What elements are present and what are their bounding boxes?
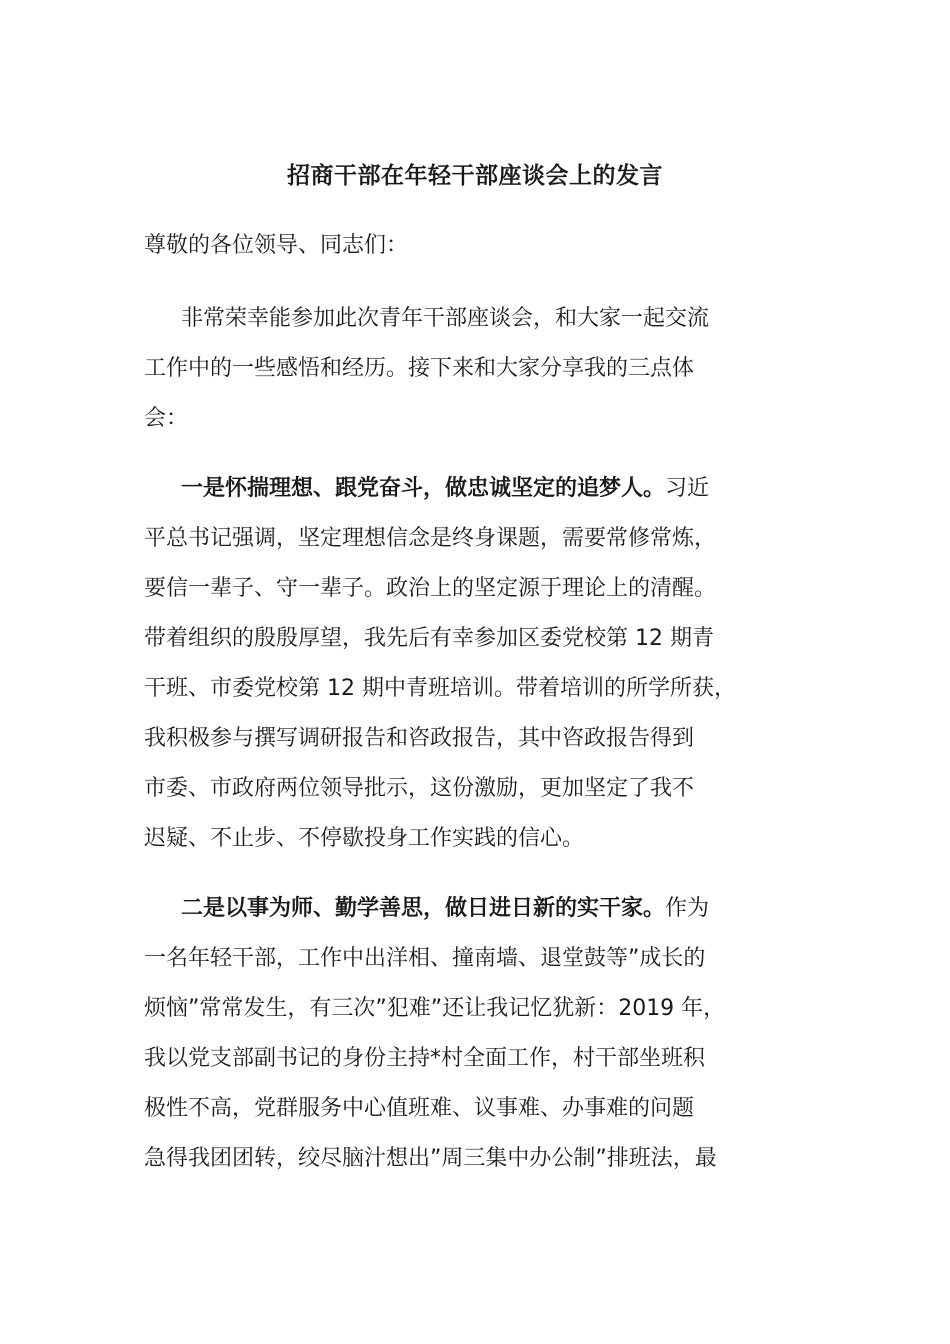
paragraph-line: 会： — [144, 406, 189, 431]
salutation: 尊敬的各位领导、同志们： — [144, 233, 409, 258]
paragraph-line: 一名年轻干部，工作中出洋相、撞南墙、退堂鼓等”成长的 — [144, 946, 706, 971]
paragraph-line: 急得我团团转，绞尽脑汁想出”周三集中办公制”排班法，最 — [144, 1146, 717, 1171]
paragraph-intro — [144, 294, 814, 444]
paragraph-line: 非常荣幸能参加此次青年干部座谈会，和大家一起交流 — [181, 306, 710, 331]
paragraph-line: 工作中的一些感悟和经历。接下来和大家分享我的三点体 — [144, 356, 695, 381]
paragraph-line: 烦恼”常常发生，有三次”犯难”还让我记忆犹新：2019 年， — [144, 996, 726, 1021]
paragraph-text: 习近 — [665, 476, 710, 501]
paragraph-line: 极性不高，党群服务中心值班难、议事难、办事难的问题 — [144, 1096, 695, 1121]
paragraph-point-one — [144, 464, 814, 864]
paragraph-line: 带着组织的殷殷厚望，我先后有幸参加区委党校第 12 期青 — [144, 626, 714, 651]
paragraph-first-line — [144, 464, 814, 514]
paragraph-line: 我以党支部副书记的身份主持*村全面工作，村干部坐班积 — [144, 1046, 706, 1071]
paragraph-point-two — [144, 884, 814, 1184]
point-heading: 一是怀揣理想、跟党奋斗，做忠诚坚定的追梦人。 — [181, 476, 666, 501]
point-heading: 二是以事为师、勤学善思，做日进日新的实干家。 — [181, 896, 666, 921]
document-title: 招商干部在年轻干部座谈会上的发言 — [287, 163, 663, 189]
paragraph-line: 市委、市政府两位领导批示，这份激励，更加坚定了我不 — [144, 776, 695, 801]
paragraph-first-line — [144, 884, 814, 934]
paragraph-text: 作为 — [665, 896, 710, 921]
paragraph-line: 我积极参与撰写调研报告和咨政报告，其中咨政报告得到 — [144, 726, 695, 751]
paragraph-line: 干班、市委党校第 12 期中青班培训。带着培训的所学所获， — [144, 676, 736, 701]
paragraph-line: 迟疑、不止步、不停歇投身工作实践的信心。 — [144, 826, 585, 851]
paragraph-line: 平总书记强调，坚定理想信念是终身课题，需要常修常炼， — [144, 526, 717, 551]
paragraph-line: 要信一辈子、守一辈子。政治上的坚定源于理论上的清醒。 — [144, 576, 717, 601]
